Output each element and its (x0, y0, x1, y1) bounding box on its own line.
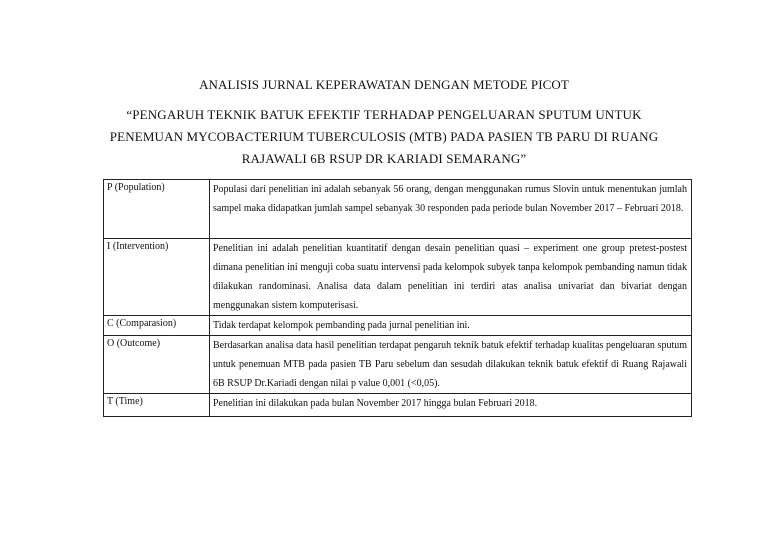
row-label: I (Intervention) (104, 239, 210, 316)
document-title: ANALISIS JURNAL KEPERAWATAN DENGAN METODE PICOT (199, 77, 569, 92)
row-label: P (Population) (104, 180, 210, 239)
table-row-population (104, 180, 692, 239)
row-label: T (Time) (104, 394, 210, 417)
table-row-outcome (104, 336, 692, 394)
row-content: Populasi dari penelitian ini adalah sebanyak 56 orang, dengan menggunakan rumus Slovin untuk menentukan jumlah sampel maka didapatkan jumlah sampel sebanyak 30 responden pada periode bulan November 2017 – Februari 2018. (210, 180, 692, 239)
picot-table (103, 179, 692, 417)
table-row-time (104, 394, 692, 417)
row-content: Tidak terdapat kelompok pembanding pada jurnal penelitian ini. (210, 316, 692, 336)
row-content: Berdasarkan analisa data hasil penelitian terdapat pengaruh teknik batuk efektif terhadap kualitas pengeluaran sputum untuk penemuan MTB pada pasien TB Paru sebelum dan sesudah dilakukan teknik batuk efektif di Ruang Rajawali 6B RSUP Dr.Kariadi dengan nilai p value 0,001 (<0,05). (210, 336, 692, 394)
table-row-comparasion (104, 316, 692, 336)
document-subtitle: “PENGARUH TEKNIK BATUK EFEKTIF TERHADAP PENGELUARAN SPUTUM UNTUK PENEMUAN MYCOBACTERIUM TUBERCULOSIS (MTB) PADA PASIEN TB PARU DI RUANG RAJAWALI 6B RSUP DR KARIADI SEMARANG” (109, 107, 659, 166)
row-content: Penelitian ini dilakukan pada bulan November 2017 hingga bulan Februari 2018. (210, 394, 692, 417)
row-label: C (Comparasion) (104, 316, 210, 336)
table-row-intervention (104, 239, 692, 316)
row-label: O (Outcome) (104, 336, 210, 394)
row-content: Penelitian ini adalah penelitian kuantitatif dengan desain penelitian quasi – experiment one group pretest-postest dimana penelitian ini menguji coba suatu intervensi pada kelompok subyek tanpa kelompok pembanding namun tidak dilakukan randominasi. Analisa data dalam penelitian ini terdiri atas analisa univariat dan bivariat dengan menggunakan sistem komputerisasi. (210, 239, 692, 316)
